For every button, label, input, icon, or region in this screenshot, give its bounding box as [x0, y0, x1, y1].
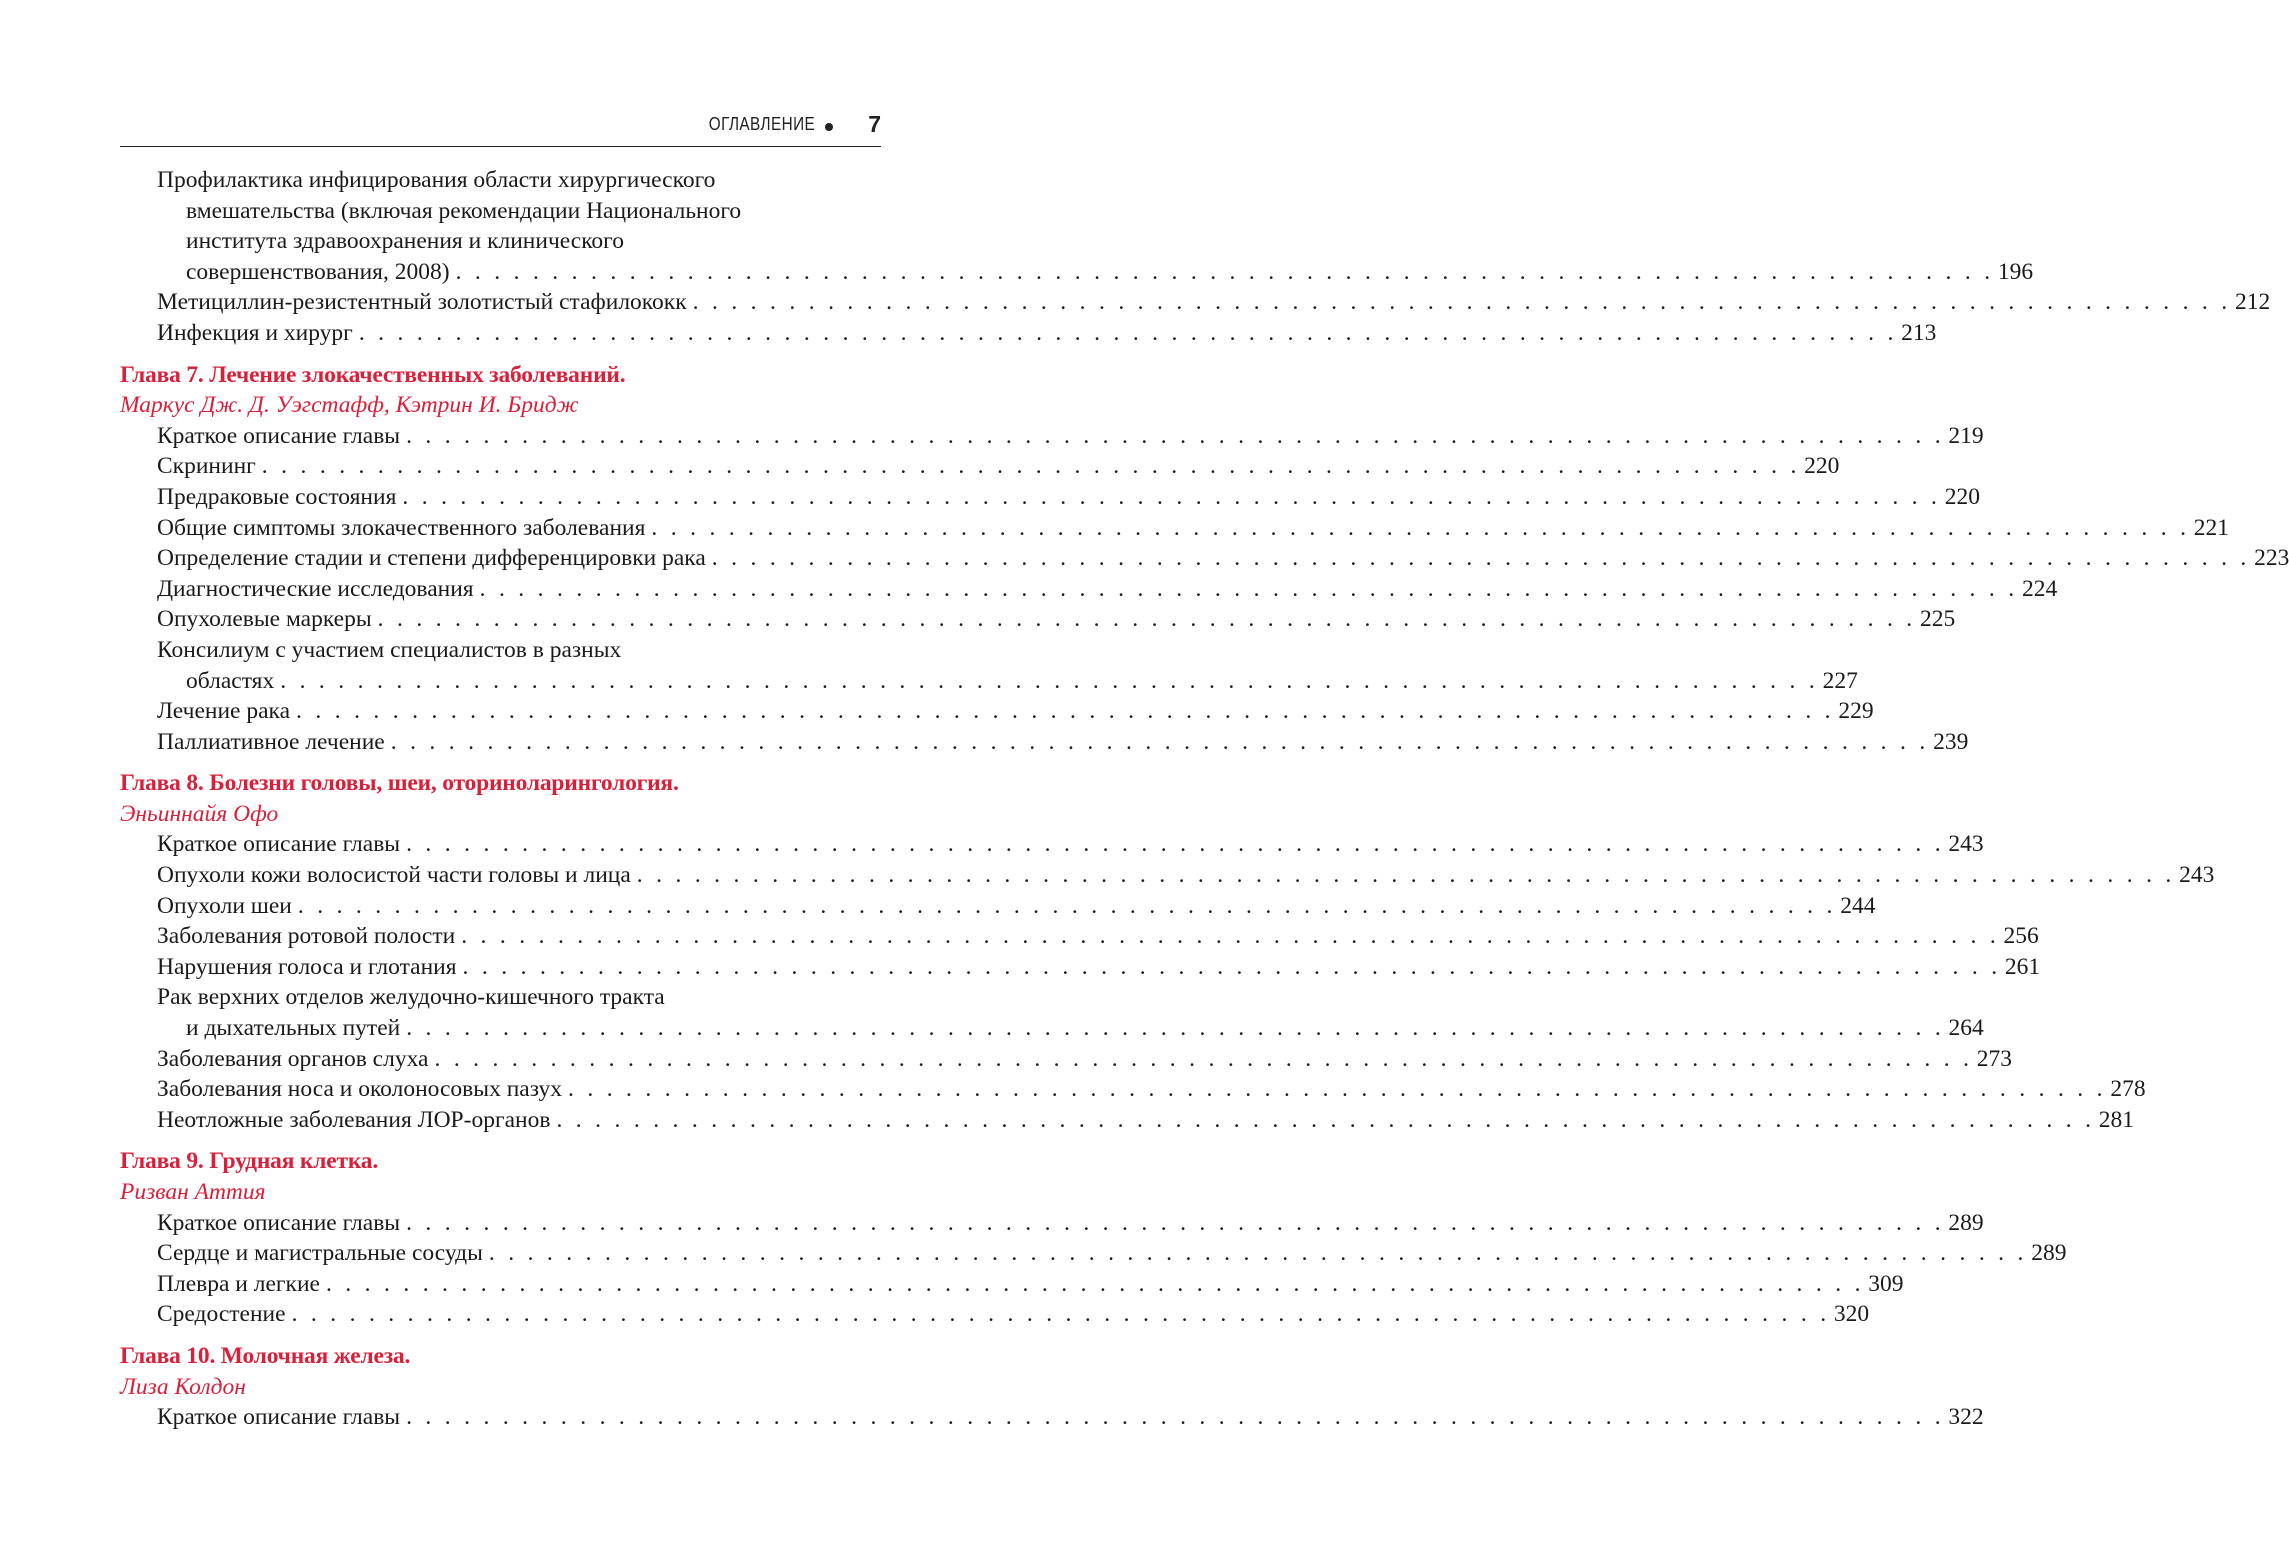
toc-entry-page: 278	[2110, 1076, 2146, 1103]
toc-entry-text: областях	[186, 667, 275, 694]
toc-entry-text: Опухоли кожи волосистой части головы и лица	[157, 862, 631, 889]
chapter-title[interactable]: Глава 10. Молочная железа.	[120, 1342, 411, 1369]
header-title: ОГЛАВЛЕНИЕ	[708, 114, 815, 134]
toc-entry[interactable]	[120, 513, 2229, 544]
chapter-author: Лиза Колдон	[120, 1373, 246, 1400]
toc-entry[interactable]	[120, 1402, 1984, 1433]
toc-entry-text: Сердце и магистральные сосуды	[157, 1240, 483, 1267]
toc-entry[interactable]	[120, 165, 2034, 287]
toc-entry-text: Скрининг	[157, 453, 256, 480]
toc-entry-text: Паллиативное лечение	[157, 728, 385, 755]
toc-entry[interactable]	[120, 727, 1969, 758]
toc-entry-page: 273	[1976, 1045, 2013, 1072]
toc-entry[interactable]	[120, 421, 1984, 452]
chapter-section	[120, 360, 2289, 758]
dot-leader: . . . . . . . . . . . . . . . . . . . . . . . . . . . . . . . . . . . . . . . . . . . . . . . . . . . . . . . . . . . . . . . . . . . . . . . . . . . . . . . .	[261, 453, 1801, 480]
toc-entry-text: Предраковые состояния	[157, 483, 397, 510]
table-of-contents	[120, 165, 2289, 1433]
toc-entry-text: Общие симптомы злокачественного заболевания	[157, 514, 646, 541]
toc-entry-text: Лечение рака	[157, 698, 291, 725]
toc-entry-text: Опухоли шеи	[157, 892, 292, 919]
running-header	[120, 111, 881, 147]
dot-leader: . . . . . . . . . . . . . . . . . . . . . . . . . . . . . . . . . . . . . . . . . . . . . . . . . . . . . . . . . . . . . . . . . . . . . . . . . . . . . . . .	[377, 606, 1916, 633]
toc-entry-page: 289	[2031, 1240, 2067, 1267]
toc-entry-text: Средостение	[157, 1301, 286, 1328]
dot-leader: . . . . . . . . . . . . . . . . . . . . . . . . . . . . . . . . . . . . . . . . . . . . . . . . . . . . . . . . . . . . . . . . . . . . . . . . . . . . . . . .	[651, 514, 2190, 541]
dot-leader: . . . . . . . . . . . . . . . . . . . . . . . . . . . . . . . . . . . . . . . . . . . . . . . . . . . . . . . . . . . . . . . . . . . . . . . . . . . . . . . .	[325, 1270, 1865, 1297]
toc-entry-page: 264	[1948, 1015, 1984, 1042]
dot-leader: . . . . . . . . . . . . . . . . . . . . . . . . . . . . . . . . . . . . . . . . . . . . . . . . . . . . . . . . . . . . . . . . . . . . . . . . . . . . . . . .	[556, 1106, 2095, 1133]
toc-entry-page: 309	[1868, 1270, 1904, 1297]
toc-entry-text: Диагностические исследования	[157, 575, 474, 602]
dot-leader: . . . . . . . . . . . . . . . . . . . . . . . . . . . . . . . . . . . . . . . . . . . . . . . . . . . . . . . . . . . . . . . . . . . . . . . . . . . . . . . .	[455, 258, 1994, 285]
toc-entry[interactable]	[120, 318, 1937, 349]
toc-entry-text: Профилактика инфицирования области хирургического	[157, 167, 716, 193]
toc-entry[interactable]	[120, 921, 2039, 952]
dot-leader: . . . . . . . . . . . . . . . . . . . . . . . . . . . . . . . . . . . . . . . . . . . . . . . . . . . . . . . . . . . . . . . . . . . . . . . . . . . . . . . .	[296, 698, 1835, 725]
toc-entry-page: 223	[2254, 545, 2289, 572]
chapter-author: Ризван Аттия	[120, 1179, 266, 1205]
toc-entry[interactable]	[120, 451, 1840, 482]
dot-leader: . . . . . . . . . . . . . . . . . . . . . . . . . . . . . . . . . . . . . . . . . . . . . . . . . . . . . . . . . . . . . . . . . . . . . . . . . . . . . . . .	[488, 1240, 2028, 1267]
toc-entry[interactable]	[120, 287, 2271, 318]
toc-entry-page: 322	[1948, 1404, 1984, 1431]
toc-entry-text: Опухолевые маркеры	[157, 606, 372, 633]
toc-entry-text: Неотложные заболевания ЛОР-органов	[157, 1106, 551, 1133]
toc-entry-page: 239	[1933, 728, 1969, 755]
chapter-author: Эньиннайя Офо	[120, 800, 279, 827]
chapter-section	[120, 768, 2215, 1135]
toc-entry-text: и дыхательных путей	[186, 1015, 401, 1042]
toc-entry-page: 224	[2021, 575, 2058, 602]
toc-entry[interactable]	[120, 860, 2215, 891]
dot-leader: . . . . . . . . . . . . . . . . . . . . . . . . . . . . . . . . . . . . . . . . . . . . . . . . . . . . . . . . . . . . . . . . . . . . . . . . . . . . . . . .	[358, 319, 1898, 346]
toc-entry[interactable]	[120, 829, 1984, 860]
bullet-icon	[825, 123, 833, 131]
toc-entry[interactable]	[120, 543, 2289, 574]
dot-leader: . . . . . . . . . . . . . . . . . . . . . . . . . . . . . . . . . . . . . . . . . . . . . . . . . . . . . . . . . . . . . . . . . . . . . . . . . . . . . . . .	[462, 953, 2001, 980]
dot-leader: . . . . . . . . . . . . . . . . . . . . . . . . . . . . . . . . . . . . . . . . . . . . . . . . . . . . . . . . . . . . . . . . . . . . . . . . . . . . . . . .	[636, 862, 2176, 889]
chapter-title[interactable]: Глава 9. Грудная клетка.	[120, 1148, 379, 1175]
dot-leader: . . . . . . . . . . . . . . . . . . . . . . . . . . . . . . . . . . . . . . . . . . . . . . . . . . . . . . . . . . . . . . . . . . . . . . . . . . . . . . . .	[406, 831, 1945, 858]
toc-entry[interactable]	[120, 574, 2058, 605]
toc-entry-page: 220	[1944, 483, 1980, 510]
toc-entry[interactable]	[120, 696, 1874, 727]
toc-entry[interactable]	[120, 1044, 2013, 1075]
toc-entry-page: 281	[2098, 1106, 2135, 1133]
toc-entry[interactable]	[120, 1238, 2067, 1269]
toc-entry-text: Краткое описание главы	[157, 422, 401, 449]
toc-entry-page: 219	[1948, 422, 1984, 449]
dot-leader: . . . . . . . . . . . . . . . . . . . . . . . . . . . . . . . . . . . . . . . . . . . . . . . . . . . . . . . . . . . . . . . . . . . . . . . . . . . . . . . .	[406, 1209, 1945, 1236]
toc-entry-page: 227	[1822, 667, 1858, 694]
toc-entry-text: Заболевания носа и околоносовых пазух	[157, 1076, 562, 1103]
dot-leader: . . . . . . . . . . . . . . . . . . . . . . . . . . . . . . . . . . . . . . . . . . . . . . . . . . . . . . . . . . . . . . . . . . . . . . . . . . . . . . . .	[711, 545, 2251, 572]
toc-entry-page: 256	[2003, 923, 2039, 950]
dot-leader: . . . . . . . . . . . . . . . . . . . . . . . . . . . . . . . . . . . . . . . . . . . . . . . . . . . . . . . . . . . . . . . . . . . . . . . . . . . . . . . .	[390, 728, 1930, 755]
toc-entry-page: 243	[2179, 862, 2215, 889]
dot-leader: . . . . . . . . . . . . . . . . . . . . . . . . . . . . . . . . . . . . . . . . . . . . . . . . . . . . . . . . . . . . . . . . . . . . . . . . . . . . . . . .	[434, 1045, 1973, 1072]
toc-entry-page: 196	[1997, 258, 2034, 285]
toc-entry[interactable]	[120, 1208, 1984, 1239]
toc-entry-text: Консилиум с участием специалистов в разных	[157, 636, 622, 663]
toc-entry[interactable]	[120, 604, 1956, 635]
chapter-title[interactable]: Глава 8. Болезни головы, шеи, оториноларингология.	[120, 770, 679, 797]
toc-entry-text: Краткое описание главы	[157, 1404, 401, 1431]
toc-entry-text: совершенствования, 2008)	[186, 258, 450, 285]
toc-entry-page: 221	[2193, 514, 2229, 541]
chapter-section	[120, 1146, 2067, 1330]
toc-entry-page: 229	[1838, 698, 1874, 725]
dot-leader: . . . . . . . . . . . . . . . . . . . . . . . . . . . . . . . . . . . . . . . . . . . . . . . . . . . . . . . . . . . . . . . . . . . . . . . . . . . . . . . .	[406, 1015, 1945, 1042]
dot-leader: . . . . . . . . . . . . . . . . . . . . . . . . . . . . . . . . . . . . . . . . . . . . . . . . . . . . . . . . . . . . . . . . . . . . . . . . . . . . . . . .	[402, 483, 1941, 510]
dot-leader: . . . . . . . . . . . . . . . . . . . . . . . . . . . . . . . . . . . . . . . . . . . . . . . . . . . . . . . . . . . . . . . . . . . . . . . . . . . . . . . .	[291, 1301, 1830, 1328]
chapter-section	[120, 1341, 1984, 1433]
toc-entry-text: Заболевания ротовой полости	[157, 923, 456, 950]
toc-entry[interactable]	[120, 1074, 2146, 1105]
toc-entry[interactable]	[120, 1105, 2135, 1136]
toc-entry-text: вмешательства (включая рекомендации Национального	[186, 197, 742, 224]
page-number: 7	[868, 111, 881, 137]
toc-entry-text: Заболевания органов слуха	[157, 1045, 429, 1072]
chapter-author: Маркус Дж. Д. Уэгстафф, Кэтрин И. Бридж	[120, 392, 579, 419]
toc-entry-text: Плевра и легкие	[157, 1270, 320, 1297]
toc-entry-page: 244	[1840, 892, 1876, 919]
toc-entry[interactable]	[120, 891, 1876, 922]
toc-entry-text: Краткое описание главы	[157, 1209, 401, 1236]
toc-entry-page: 289	[1948, 1209, 1984, 1236]
toc-entry-text: Метициллин-резистентный золотистый стафилококк	[157, 289, 687, 316]
dot-leader: . . . . . . . . . . . . . . . . . . . . . . . . . . . . . . . . . . . . . . . . . . . . . . . . . . . . . . . . . . . . . . . . . . . . . . . . . . . . . . . .	[692, 289, 2231, 316]
toc-entry[interactable]	[120, 1269, 1904, 1300]
toc-entry-page: 212	[2234, 289, 2271, 316]
dot-leader: . . . . . . . . . . . . . . . . . . . . . . . . . . . . . . . . . . . . . . . . . . . . . . . . . . . . . . . . . . . . . . . . . . . . . . . . . . . . . . . .	[568, 1076, 2107, 1103]
toc-entry-page: 261	[2004, 953, 2041, 980]
toc-entry-text: Определение стадии и степени дифференцировки рака	[157, 545, 706, 572]
dot-leader: . . . . . . . . . . . . . . . . . . . . . . . . . . . . . . . . . . . . . . . . . . . . . . . . . . . . . . . . . . . . . . . . . . . . . . . . . . . . . . . .	[406, 422, 1945, 449]
dot-leader: . . . . . . . . . . . . . . . . . . . . . . . . . . . . . . . . . . . . . . . . . . . . . . . . . . . . . . . . . . . . . . . . . . . . . . . . . . . . . . . .	[297, 892, 1837, 919]
toc-entry[interactable]	[120, 1299, 1870, 1330]
toc-entry-page: 213	[1901, 319, 1937, 346]
toc-entry[interactable]	[120, 952, 2041, 983]
dot-leader: . . . . . . . . . . . . . . . . . . . . . . . . . . . . . . . . . . . . . . . . . . . . . . . . . . . . . . . . . . . . . . . . . . . . . . . . . . . . . . . .	[479, 575, 2018, 602]
toc-entry-text: института здравоохранения и клинического	[186, 228, 624, 255]
toc-entry-page: 320	[1833, 1301, 1870, 1328]
toc-entry-text: Инфекция и хирург	[157, 319, 353, 346]
toc-entry[interactable]	[120, 482, 1980, 513]
toc-entry-text: Краткое описание главы	[157, 831, 401, 858]
toc-entry-page: 220	[1804, 453, 1840, 480]
chapter-title[interactable]: Глава 7. Лечение злокачественных заболеваний.	[120, 361, 626, 388]
toc-entry-page: 243	[1948, 831, 1984, 858]
toc-entry-text: Нарушения голоса и глотания	[157, 953, 457, 980]
toc-entry-text: Рак верхних отделов желудочно-кишечного тракта	[157, 984, 665, 1011]
toc-entry[interactable]	[120, 982, 1984, 1043]
dot-leader: . . . . . . . . . . . . . . . . . . . . . . . . . . . . . . . . . . . . . . . . . . . . . . . . . . . . . . . . . . . . . . . . . . . . . . . . . . . . . . . .	[461, 923, 2000, 950]
toc-entry[interactable]	[120, 635, 1858, 696]
dot-leader: . . . . . . . . . . . . . . . . . . . . . . . . . . . . . . . . . . . . . . . . . . . . . . . . . . . . . . . . . . . . . . . . . . . . . . . . . . . . . . . .	[406, 1404, 1945, 1431]
dot-leader: . . . . . . . . . . . . . . . . . . . . . . . . . . . . . . . . . . . . . . . . . . . . . . . . . . . . . . . . . . . . . . . . . . . . . . . . . . . . . . . .	[280, 667, 1819, 694]
toc-entry-page: 225	[1919, 606, 1956, 633]
